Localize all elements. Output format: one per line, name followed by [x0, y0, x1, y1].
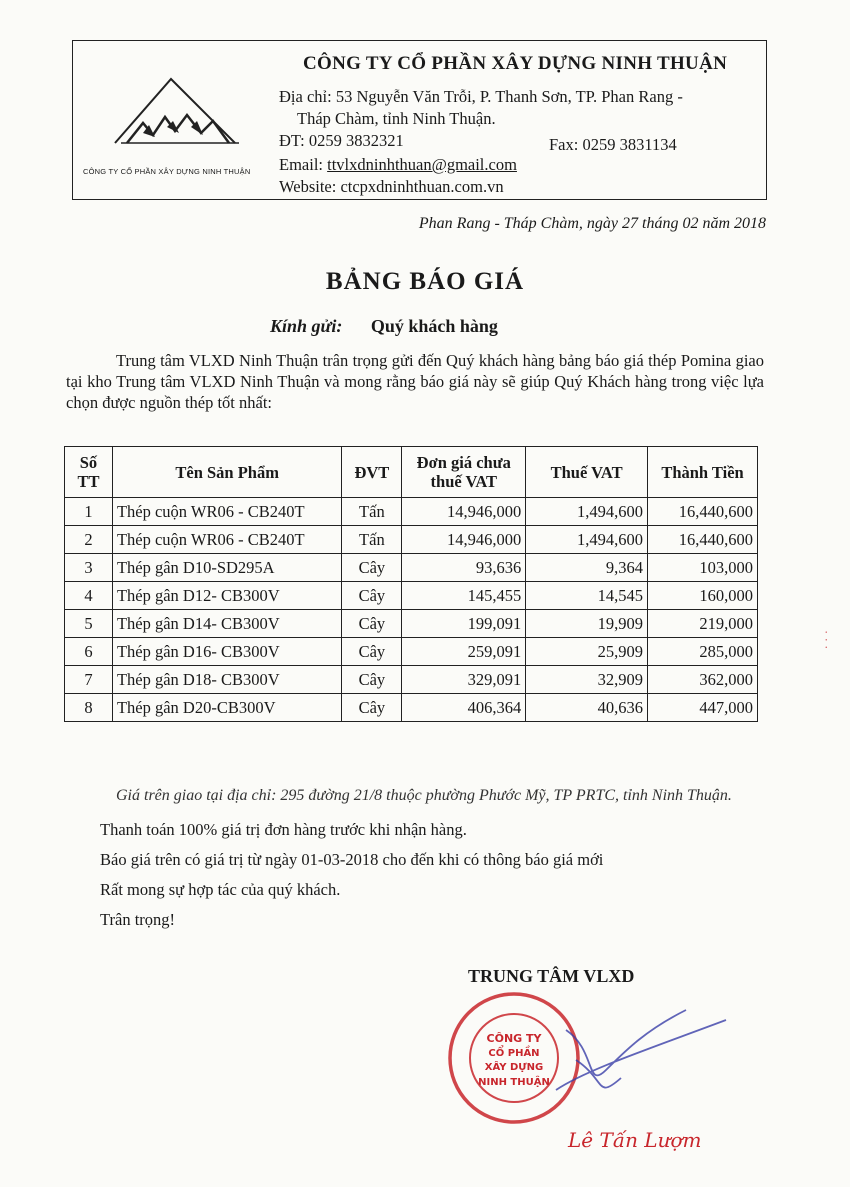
cell-vat: 40,636 — [526, 694, 648, 722]
cell-total: 160,000 — [648, 582, 758, 610]
cell-total: 362,000 — [648, 666, 758, 694]
intro-paragraph: Trung tâm VLXD Ninh Thuận trân trọng gửi đến Quý khách hàng bảng báo giá thép Pomina giao tại kho Trung tâm VLXD Ninh Thuận và mong rằng báo giá này sẽ giúp Quý Khách hàng trong việc lựa chọn được nguồn thép tốt nhất: — [66, 351, 764, 412]
cell-stt: 7 — [65, 666, 113, 694]
company-address-cont: Tháp Chàm, tỉnh Ninh Thuận. — [297, 109, 496, 128]
cell-total: 219,000 — [648, 610, 758, 638]
company-stamp-icon — [446, 990, 746, 1140]
email-link[interactable]: ttvlxdninhthuan@gmail.com — [327, 155, 517, 174]
cell-vat: 1,494,600 — [526, 526, 648, 554]
svg-text:XÂY DỰNG: XÂY DỰNG — [484, 1062, 544, 1073]
cell-unit: Cây — [342, 582, 402, 610]
table-row — [65, 666, 758, 694]
company-email-row — [279, 155, 517, 175]
cell-vat: 9,364 — [526, 554, 648, 582]
table-row — [65, 610, 758, 638]
regards-note: Trân trọng! — [100, 910, 176, 929]
document-date: Phan Rang - Tháp Chàm, ngày 27 tháng 02 năm 2018 — [418, 215, 766, 232]
cell-product: Thép gân D20-CB300V — [112, 694, 341, 722]
cell-total: 103,000 — [648, 554, 758, 582]
cell-product: Thép gân D12- CB300V — [112, 582, 341, 610]
cell-price: 14,946,000 — [402, 526, 526, 554]
company-address: Địa chỉ: 53 Nguyễn Văn Trỗi, P. Thanh Sơn, TP. Phan Rang - — [279, 87, 683, 106]
table-row — [65, 694, 758, 722]
cell-product: Thép cuộn WR06 - CB240T — [112, 498, 341, 526]
cell-price: 199,091 — [402, 610, 526, 638]
cell-stt: 3 — [65, 554, 113, 582]
letterhead — [72, 40, 767, 200]
cell-vat: 25,909 — [526, 638, 648, 666]
table-row — [65, 638, 758, 666]
header-unit: ĐVT — [342, 447, 402, 498]
side-stamp-marks: · · · — [819, 630, 834, 650]
greeting-label: Kính gửi: — [270, 316, 343, 336]
greeting-recipient: Quý khách hàng — [370, 316, 498, 336]
cooperation-note: Rất mong sự hợp tác của quý khách. — [100, 880, 341, 899]
cell-product: Thép gân D10-SD295A — [112, 554, 341, 582]
cell-total: 285,000 — [648, 638, 758, 666]
cell-product: Thép cuộn WR06 - CB240T — [112, 526, 341, 554]
cell-stt: 1 — [65, 498, 113, 526]
cell-price: 259,091 — [402, 638, 526, 666]
greeting — [270, 316, 498, 337]
header-stt: Số TT — [65, 447, 113, 498]
cell-stt: 4 — [65, 582, 113, 610]
page-title: BẢNG BÁO GIÁ — [325, 268, 525, 295]
cell-total: 16,440,600 — [648, 498, 758, 526]
company-phone: ĐT: 0259 3832321 — [279, 131, 404, 150]
header-vat: Thuế VAT — [526, 447, 648, 498]
cell-price: 14,946,000 — [402, 498, 526, 526]
table-row — [65, 582, 758, 610]
cell-price: 406,364 — [402, 694, 526, 722]
cell-unit: Tấn — [342, 498, 402, 526]
validity-note: Báo giá trên có giá trị từ ngày 01-03-2018 cho đến khi có thông báo giá mới — [100, 850, 604, 869]
company-name: CÔNG TY CỔ PHẦN XÂY DỰNG NINH THUẬN — [303, 53, 728, 74]
cell-product: Thép gân D16- CB300V — [112, 638, 341, 666]
cell-stt: 2 — [65, 526, 113, 554]
cell-vat: 32,909 — [526, 666, 648, 694]
price-table-header — [65, 447, 758, 498]
header-total: Thành Tiền — [648, 447, 758, 498]
delivery-note: Giá trên giao tại địa chỉ: 295 đường 21/8 thuộc phường Phước Mỹ, TP PRTC, tỉnh Ninh Thuận. — [116, 787, 732, 804]
company-logo — [81, 63, 271, 183]
table-row — [65, 498, 758, 526]
cell-vat: 1,494,600 — [526, 498, 648, 526]
header-price: Đơn giá chưa thuế VAT — [402, 447, 526, 498]
cell-product: Thép gân D18- CB300V — [112, 666, 341, 694]
notes-section — [66, 785, 766, 930]
mountain-logo-icon — [113, 71, 253, 159]
header-product: Tên Sản Phẩm — [112, 447, 341, 498]
cell-unit: Cây — [342, 554, 402, 582]
cell-unit: Cây — [342, 610, 402, 638]
cell-price: 329,091 — [402, 666, 526, 694]
price-table — [64, 446, 758, 722]
cell-unit: Cây — [342, 694, 402, 722]
cell-stt: 6 — [65, 638, 113, 666]
cell-vat: 14,545 — [526, 582, 648, 610]
cell-vat: 19,909 — [526, 610, 648, 638]
svg-text:CÔNG TY: CÔNG TY — [486, 1032, 542, 1045]
table-row — [65, 554, 758, 582]
email-label: Email: — [279, 155, 323, 174]
signature-title: TRUNG TÂM VLXD — [468, 966, 635, 986]
cell-total: 447,000 — [648, 694, 758, 722]
signer-name: Lê Tấn Lượm — [568, 1128, 702, 1152]
company-fax: Fax: 0259 3831134 — [549, 135, 677, 154]
company-website[interactable]: Website: ctcpxdninhthuan.com.vn — [279, 177, 504, 196]
cell-unit: Tấn — [342, 526, 402, 554]
cell-product: Thép gân D14- CB300V — [112, 610, 341, 638]
cell-total: 16,440,600 — [648, 526, 758, 554]
cell-price: 145,455 — [402, 582, 526, 610]
table-row — [65, 526, 758, 554]
cell-unit: Cây — [342, 666, 402, 694]
logo-caption: CÔNG TY CỔ PHẦN XÂY DỰNG NINH THUẬN — [83, 167, 251, 176]
cell-unit: Cây — [342, 638, 402, 666]
cell-stt: 5 — [65, 610, 113, 638]
svg-text:NINH THUẬN: NINH THUẬN — [478, 1077, 550, 1088]
cell-stt: 8 — [65, 694, 113, 722]
price-table-body — [65, 498, 758, 722]
svg-text:CỔ PHẦN: CỔ PHẦN — [488, 1048, 540, 1059]
cell-price: 93,636 — [402, 554, 526, 582]
payment-note: Thanh toán 100% giá trị đơn hàng trước khi nhận hàng. — [100, 820, 467, 839]
